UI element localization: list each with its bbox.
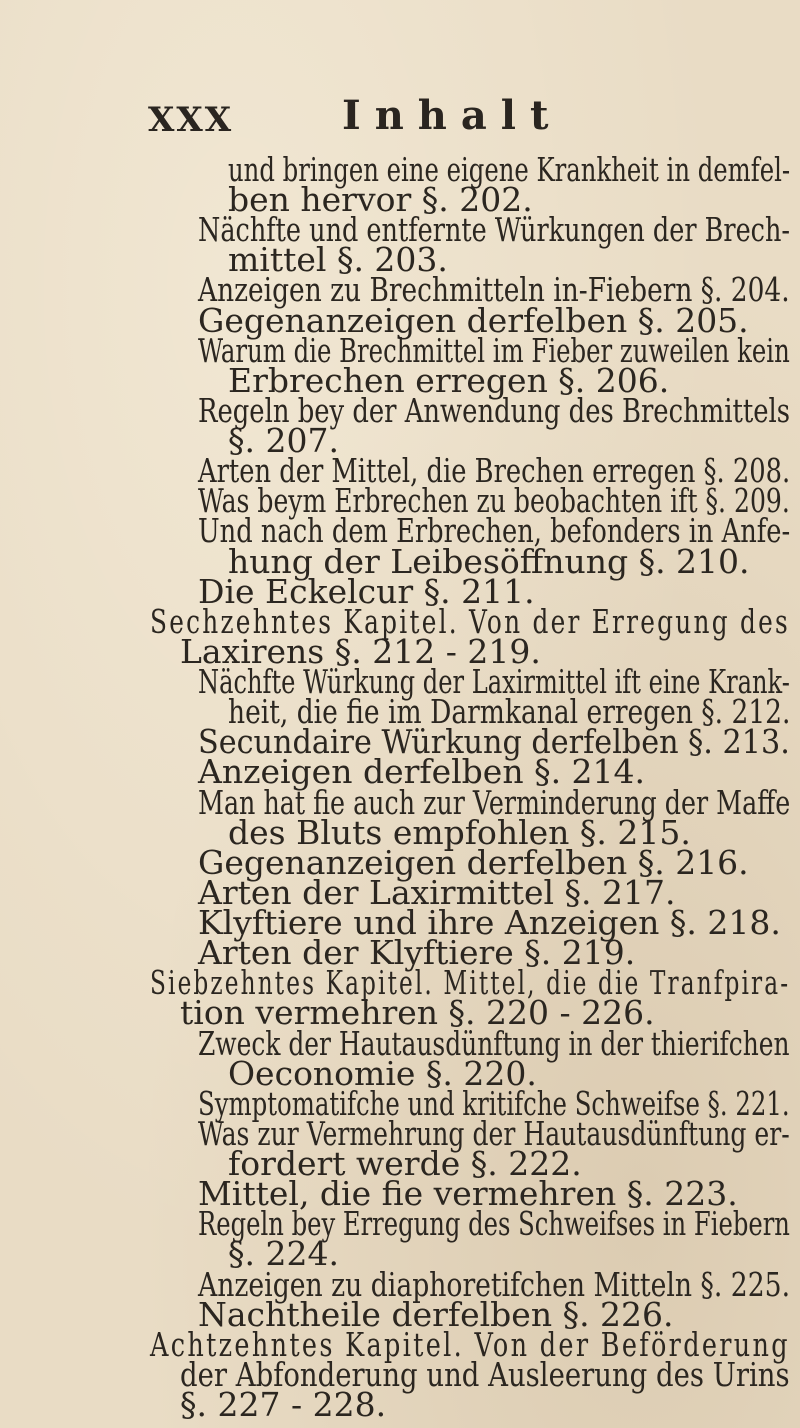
toc-entry: Arten der Klyftiere §. 219. [198,933,636,972]
chapter-heading: Siebzehntes Kapitel. Mittel, die die Tranfpira- [150,963,791,1002]
toc-entry: Anzeigen zu diaphoretifchen Mitteln §. 225. [198,1265,791,1304]
running-title: Inhalt [342,92,563,139]
toc-line: §. 224. [228,1234,339,1273]
toc-line: fordert werde §. 222. [228,1144,582,1183]
toc-entry: Man hat fie auch zur Verminderung der Maffe [198,783,791,822]
toc-entry: Was zur Vermehrung der Hautausdünftung er- [198,1114,790,1153]
toc-entry: Gegenanzeigen derfelben §. 216. [198,843,749,882]
toc-entry: Regeln bey der Anwendung des Brechmittels [198,391,791,430]
toc-line: ben hervor §. 202. [228,180,533,219]
toc-entry: Anzeigen zu Brechmitteln in-Fiebern §. 204. [198,270,790,309]
page-header [0,92,800,142]
toc-entry: Arten der Laxirmittel §. 217. [198,873,676,912]
toc-entry: Anzeigen derfelben §. 214. [198,752,646,791]
toc-entry: Was beym Erbrechen zu beobachten ift §. 209. [198,481,790,520]
toc-line: Oeconomie §. 220. [228,1054,537,1093]
toc-line: der Abfonderung und Ausleerung des Urins [180,1355,790,1394]
toc-line: hung der Leibesöffnung §. 210. [228,542,750,581]
toc-line: Laxirens §. 212 - 219. [180,632,541,671]
toc-line: und bringen eine eigene Krankheit in demfel- [228,150,791,189]
toc-entry: Regeln bey Erregung des Schweifses in Fiebern [198,1204,790,1243]
toc-line: §. 227 - 228. [180,1385,387,1424]
toc-entry: Mittel, die fie vermehren §. 223. [198,1174,738,1213]
toc-line: Erbrechen erregen §. 206. [228,361,670,400]
toc-line: heit, die fie im Darmkanal erregen §. 212. [228,692,791,731]
toc-entry: Gegenanzeigen derfelben §. 205. [198,301,749,340]
toc-entry: Zweck der Hautausdünftung in der thierifchen [198,1024,790,1063]
toc-entry: Klyftiere und ihre Anzeigen §. 218. [198,903,781,942]
chapter-heading: Achtzehntes Kapitel. Von der Beförderung [150,1325,790,1364]
toc-entry: Und nach dem Erbrechen, befonders in Anfe- [198,511,791,550]
toc-entry: Secundaire Würkung derfelben §. 213. [198,722,790,761]
toc-entry: Die Eckelcur §. 211. [198,572,535,611]
toc-entry: Symptomatifche und kritifche Schweifse §. 221. [198,1084,790,1123]
toc-entry: Warum die Brechmittel im Fieber zuweilen kein [198,331,790,370]
toc-line: §. 207. [228,421,339,460]
toc-line: tion vermehren §. 220 - 226. [180,993,655,1032]
chapter-heading: Sechzehntes Kapitel. Von der Erregung des [150,602,790,641]
toc-entry: Nachtheile derfelben §. 226. [198,1295,674,1334]
toc-entry: Nächfte Würkung der Laxirmittel ift eine Krank- [198,662,790,701]
toc-entry: Nächfte und entfernte Würkungen der Brech- [198,210,791,249]
toc-line: des Bluts empfohlen §. 215. [228,813,691,852]
toc-entry: Arten der Mittel, die Brechen erregen §. 208. [198,451,791,490]
page-number: XXX [148,100,234,140]
toc-line: mittel §. 203. [228,240,448,279]
